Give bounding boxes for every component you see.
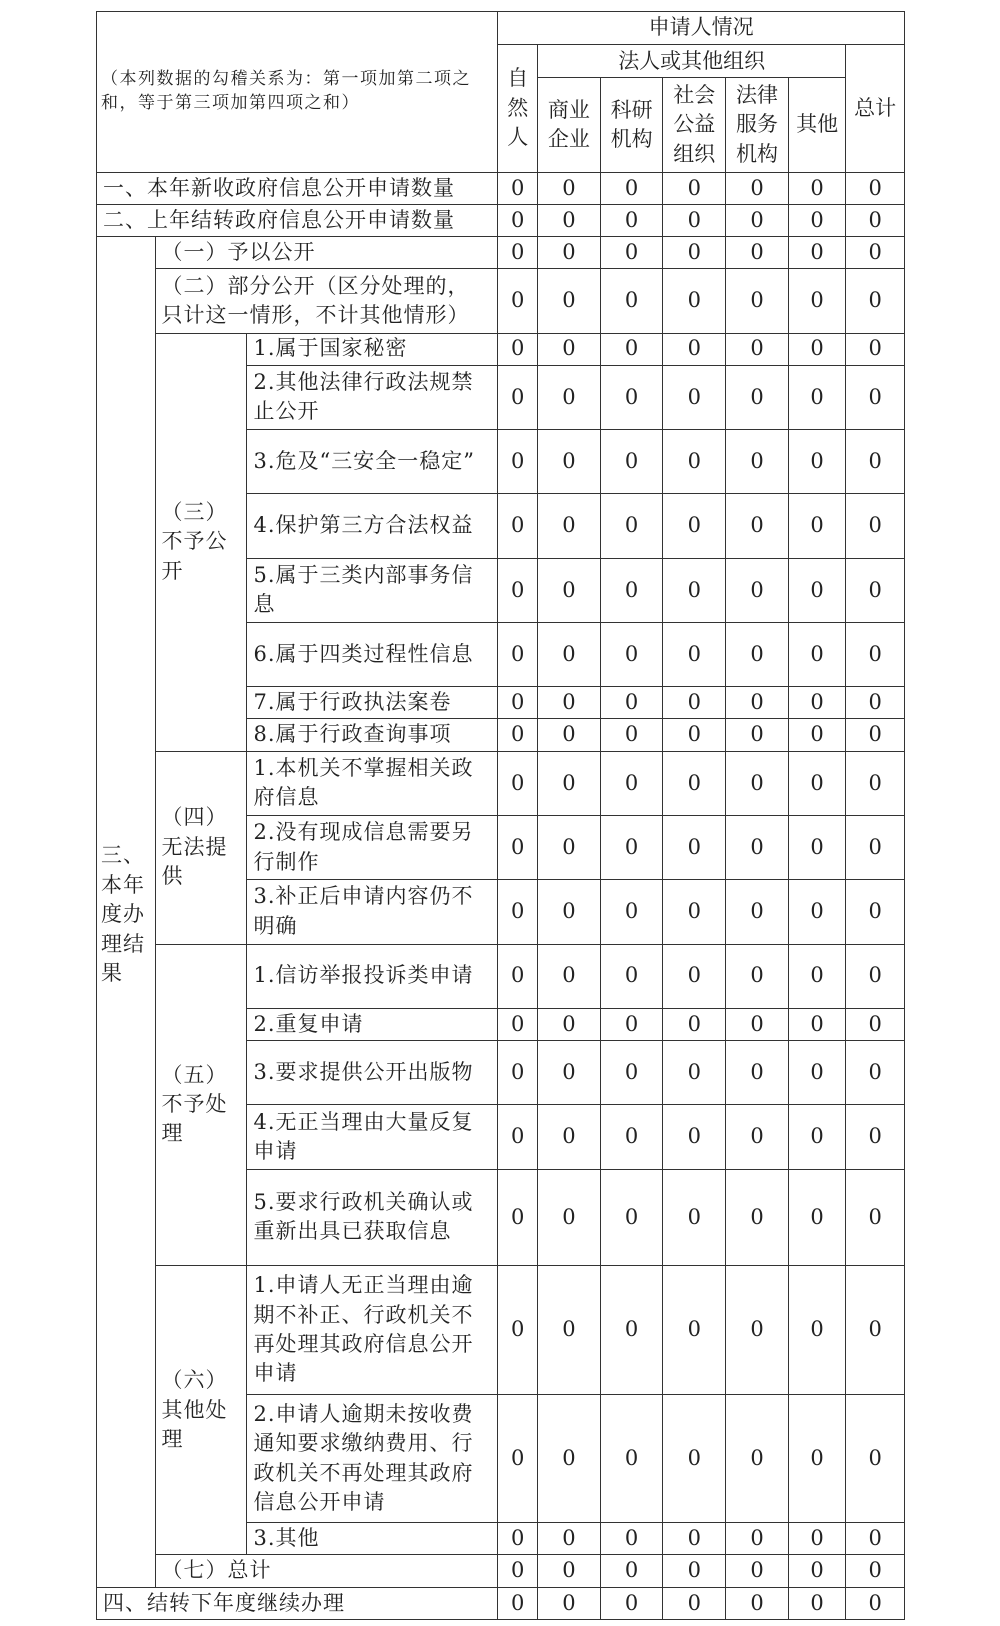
value-cell: 0	[498, 1587, 538, 1619]
value-cell: 0	[663, 622, 726, 686]
value-cell: 0	[600, 1169, 663, 1265]
value-cell: 0	[498, 172, 538, 204]
section-1-label: 一、本年新收政府信息公开申请数量	[97, 172, 498, 204]
item-label: 1.属于国家秘密	[247, 333, 498, 365]
value-cell: 0	[498, 365, 538, 429]
value-cell: 0	[663, 815, 726, 879]
value-cell: 0	[538, 687, 601, 719]
value-cell: 0	[846, 365, 905, 429]
value-cell: 0	[498, 269, 538, 333]
value-cell: 0	[788, 172, 845, 204]
value-cell: 0	[538, 494, 601, 558]
value-cell: 0	[600, 172, 663, 204]
value-cell: 0	[538, 622, 601, 686]
value-cell: 0	[726, 172, 789, 204]
value-cell: 0	[538, 237, 601, 269]
value-cell: 0	[600, 365, 663, 429]
value-cell: 0	[663, 1523, 726, 1555]
value-cell: 0	[600, 1394, 663, 1523]
item-label: 4.无正当理由大量反复申请	[247, 1105, 498, 1169]
value-cell: 0	[498, 880, 538, 944]
header-research: 科研机构	[600, 78, 663, 172]
value-cell: 0	[726, 430, 789, 494]
value-cell: 0	[788, 1008, 845, 1040]
value-cell: 0	[846, 1587, 905, 1619]
table-row	[97, 944, 905, 1008]
value-cell: 0	[600, 558, 663, 622]
value-cell: 0	[726, 204, 789, 236]
group-7-label: （七）总计	[155, 1555, 498, 1587]
item-label: 8.属于行政查询事项	[247, 719, 498, 751]
value-cell: 0	[538, 558, 601, 622]
value-cell: 0	[498, 1266, 538, 1395]
group-1-label: （一）予以公开	[155, 237, 498, 269]
item-label: 6.属于四类过程性信息	[247, 622, 498, 686]
value-cell: 0	[663, 880, 726, 944]
value-cell: 0	[846, 269, 905, 333]
item-label: 2.申请人逾期未按收费通知要求缴纳费用、行政机关不再处理其政府信息公开申请	[247, 1394, 498, 1523]
value-cell: 0	[726, 494, 789, 558]
value-cell: 0	[498, 687, 538, 719]
value-cell: 0	[600, 494, 663, 558]
value-cell: 0	[600, 815, 663, 879]
value-cell: 0	[846, 1394, 905, 1523]
value-cell: 0	[846, 880, 905, 944]
value-cell: 0	[600, 719, 663, 751]
value-cell: 0	[788, 687, 845, 719]
value-cell: 0	[663, 944, 726, 1008]
value-cell: 0	[600, 1266, 663, 1395]
value-cell: 0	[788, 751, 845, 815]
value-cell: 0	[498, 1555, 538, 1587]
value-cell: 0	[846, 204, 905, 236]
value-cell: 0	[498, 1394, 538, 1523]
value-cell: 0	[663, 430, 726, 494]
value-cell: 0	[726, 1040, 789, 1104]
table-row	[97, 269, 905, 333]
value-cell: 0	[726, 333, 789, 365]
value-cell: 0	[788, 1394, 845, 1523]
value-cell: 0	[846, 1008, 905, 1040]
value-cell: 0	[663, 1040, 726, 1104]
value-cell: 0	[498, 1008, 538, 1040]
value-cell: 0	[726, 751, 789, 815]
value-cell: 0	[663, 204, 726, 236]
value-cell: 0	[663, 1266, 726, 1395]
value-cell: 0	[846, 333, 905, 365]
value-cell: 0	[538, 1105, 601, 1169]
value-cell: 0	[788, 719, 845, 751]
value-cell: 0	[663, 269, 726, 333]
value-cell: 0	[846, 815, 905, 879]
value-cell: 0	[788, 1105, 845, 1169]
value-cell: 0	[600, 1105, 663, 1169]
value-cell: 0	[498, 1169, 538, 1265]
value-cell: 0	[788, 622, 845, 686]
value-cell: 0	[600, 1587, 663, 1619]
value-cell: 0	[538, 269, 601, 333]
value-cell: 0	[538, 1587, 601, 1619]
value-cell: 0	[663, 1105, 726, 1169]
value-cell: 0	[788, 365, 845, 429]
value-cell: 0	[600, 237, 663, 269]
value-cell: 0	[846, 687, 905, 719]
item-label: 5.属于三类内部事务信息	[247, 558, 498, 622]
value-cell: 0	[846, 1555, 905, 1587]
value-cell: 0	[498, 1105, 538, 1169]
legal-entity-header: 法人或其他组织	[538, 45, 846, 78]
header-other: 其他	[788, 78, 845, 172]
value-cell: 0	[663, 1394, 726, 1523]
value-cell: 0	[538, 815, 601, 879]
value-cell: 0	[538, 365, 601, 429]
value-cell: 0	[498, 333, 538, 365]
value-cell: 0	[663, 1008, 726, 1040]
value-cell: 0	[788, 1266, 845, 1395]
value-cell: 0	[846, 1105, 905, 1169]
value-cell: 0	[788, 558, 845, 622]
table-row	[97, 172, 905, 204]
value-cell: 0	[600, 269, 663, 333]
value-cell: 0	[788, 1169, 845, 1265]
value-cell: 0	[726, 237, 789, 269]
value-cell: 0	[726, 622, 789, 686]
value-cell: 0	[788, 1555, 845, 1587]
value-cell: 0	[846, 1169, 905, 1265]
section-2-label: 二、上年结转政府信息公开申请数量	[97, 204, 498, 236]
item-label: 1.本机关不掌握相关政府信息	[247, 751, 498, 815]
group-3-label: （三）不予公开	[155, 333, 247, 751]
value-cell: 0	[726, 815, 789, 879]
natural-person-header: 自然人	[498, 45, 538, 173]
value-cell: 0	[600, 944, 663, 1008]
value-cell: 0	[788, 204, 845, 236]
value-cell: 0	[498, 719, 538, 751]
total-header: 总计	[846, 45, 905, 173]
value-cell: 0	[498, 237, 538, 269]
value-cell: 0	[600, 430, 663, 494]
value-cell: 0	[846, 622, 905, 686]
group-5-label: （五）不予处理	[155, 944, 247, 1266]
value-cell: 0	[663, 558, 726, 622]
value-cell: 0	[846, 1523, 905, 1555]
value-cell: 0	[846, 558, 905, 622]
value-cell: 0	[788, 1587, 845, 1619]
value-cell: 0	[498, 558, 538, 622]
value-cell: 0	[498, 430, 538, 494]
value-cell: 0	[846, 1266, 905, 1395]
value-cell: 0	[538, 1266, 601, 1395]
government-info-disclosure-table	[96, 11, 905, 1620]
value-cell: 0	[498, 751, 538, 815]
value-cell: 0	[538, 1394, 601, 1523]
value-cell: 0	[663, 494, 726, 558]
value-cell: 0	[538, 333, 601, 365]
value-cell: 0	[788, 880, 845, 944]
section-4-label: 四、结转下年度继续办理	[97, 1587, 498, 1619]
item-label: 3.补正后申请内容仍不明确	[247, 880, 498, 944]
value-cell: 0	[600, 622, 663, 686]
value-cell: 0	[788, 815, 845, 879]
value-cell: 0	[538, 1040, 601, 1104]
item-label: 1.信访举报投诉类申请	[247, 944, 498, 1008]
value-cell: 0	[663, 1587, 726, 1619]
value-cell: 0	[726, 1587, 789, 1619]
item-label: 2.没有现成信息需要另行制作	[247, 815, 498, 879]
value-cell: 0	[663, 333, 726, 365]
value-cell: 0	[846, 944, 905, 1008]
group-6-label: （六）其他处理	[155, 1266, 247, 1555]
value-cell: 0	[663, 719, 726, 751]
table-row	[97, 751, 905, 815]
header-legal-service: 法律服务机构	[726, 78, 789, 172]
value-cell: 0	[600, 1555, 663, 1587]
value-cell: 0	[538, 1523, 601, 1555]
value-cell: 0	[600, 751, 663, 815]
value-cell: 0	[663, 1555, 726, 1587]
value-cell: 0	[498, 204, 538, 236]
value-cell: 0	[538, 1008, 601, 1040]
group-4-label: （四）无法提供	[155, 751, 247, 944]
value-cell: 0	[663, 365, 726, 429]
value-cell: 0	[726, 1169, 789, 1265]
value-cell: 0	[600, 687, 663, 719]
value-cell: 0	[788, 269, 845, 333]
value-cell: 0	[846, 1040, 905, 1104]
value-cell: 0	[726, 1008, 789, 1040]
item-label: 5.要求行政机关确认或重新出具已获取信息	[247, 1169, 498, 1265]
table-row	[97, 12, 905, 45]
value-cell: 0	[600, 1040, 663, 1104]
value-cell: 0	[538, 751, 601, 815]
value-cell: 0	[726, 1266, 789, 1395]
value-cell: 0	[538, 719, 601, 751]
value-cell: 0	[498, 622, 538, 686]
value-cell: 0	[726, 1394, 789, 1523]
value-cell: 0	[788, 1523, 845, 1555]
value-cell: 0	[498, 1040, 538, 1104]
value-cell: 0	[726, 269, 789, 333]
section-3-label: 三、本年度办理结果	[97, 237, 156, 1588]
value-cell: 0	[846, 494, 905, 558]
value-cell: 0	[663, 172, 726, 204]
table-row	[97, 1555, 905, 1587]
value-cell: 0	[663, 237, 726, 269]
value-cell: 0	[600, 1523, 663, 1555]
value-cell: 0	[788, 944, 845, 1008]
value-cell: 0	[663, 1169, 726, 1265]
value-cell: 0	[726, 1555, 789, 1587]
header-note: （本列数据的勾稽关系为：第一项加第二项之和，等于第三项加第四项之和）	[97, 12, 498, 173]
value-cell: 0	[726, 719, 789, 751]
value-cell: 0	[538, 430, 601, 494]
value-cell: 0	[726, 1523, 789, 1555]
value-cell: 0	[726, 880, 789, 944]
value-cell: 0	[498, 815, 538, 879]
group-2-label: （二）部分公开（区分处理的，只计这一情形，不计其他情形）	[155, 269, 498, 333]
item-label: 7.属于行政执法案卷	[247, 687, 498, 719]
value-cell: 0	[846, 237, 905, 269]
header-social-welfare: 社会公益组织	[663, 78, 726, 172]
item-label: 4.保护第三方合法权益	[247, 494, 498, 558]
item-label: 3.危及“三安全一稳定”	[247, 430, 498, 494]
value-cell: 0	[663, 751, 726, 815]
item-label: 3.要求提供公开出版物	[247, 1040, 498, 1104]
value-cell: 0	[726, 365, 789, 429]
value-cell: 0	[846, 751, 905, 815]
value-cell: 0	[538, 172, 601, 204]
value-cell: 0	[726, 1105, 789, 1169]
value-cell: 0	[663, 687, 726, 719]
value-cell: 0	[538, 1555, 601, 1587]
item-label: 2.其他法律行政法规禁止公开	[247, 365, 498, 429]
value-cell: 0	[538, 1169, 601, 1265]
item-label: 3.其他	[247, 1523, 498, 1555]
value-cell: 0	[788, 237, 845, 269]
value-cell: 0	[600, 880, 663, 944]
table-row	[97, 1266, 905, 1395]
value-cell: 0	[846, 719, 905, 751]
value-cell: 0	[846, 430, 905, 494]
value-cell: 0	[846, 172, 905, 204]
value-cell: 0	[538, 944, 601, 1008]
item-label: 1.申请人无正当理由逾期不补正、行政机关不再处理其政府信息公开申请	[247, 1266, 498, 1395]
value-cell: 0	[726, 944, 789, 1008]
value-cell: 0	[538, 880, 601, 944]
value-cell: 0	[498, 494, 538, 558]
applicant-situation-header: 申请人情况	[498, 12, 905, 45]
table-row	[97, 1587, 905, 1619]
value-cell: 0	[726, 558, 789, 622]
value-cell: 0	[600, 1008, 663, 1040]
header-business: 商业企业	[538, 78, 601, 172]
value-cell: 0	[726, 687, 789, 719]
value-cell: 0	[788, 333, 845, 365]
table-row	[97, 333, 905, 365]
value-cell: 0	[600, 333, 663, 365]
value-cell: 0	[788, 494, 845, 558]
table-row	[97, 237, 905, 269]
value-cell: 0	[538, 204, 601, 236]
item-label: 2.重复申请	[247, 1008, 498, 1040]
value-cell: 0	[788, 430, 845, 494]
value-cell: 0	[498, 1523, 538, 1555]
value-cell: 0	[498, 944, 538, 1008]
value-cell: 0	[788, 1040, 845, 1104]
value-cell: 0	[600, 204, 663, 236]
table-row	[97, 204, 905, 236]
